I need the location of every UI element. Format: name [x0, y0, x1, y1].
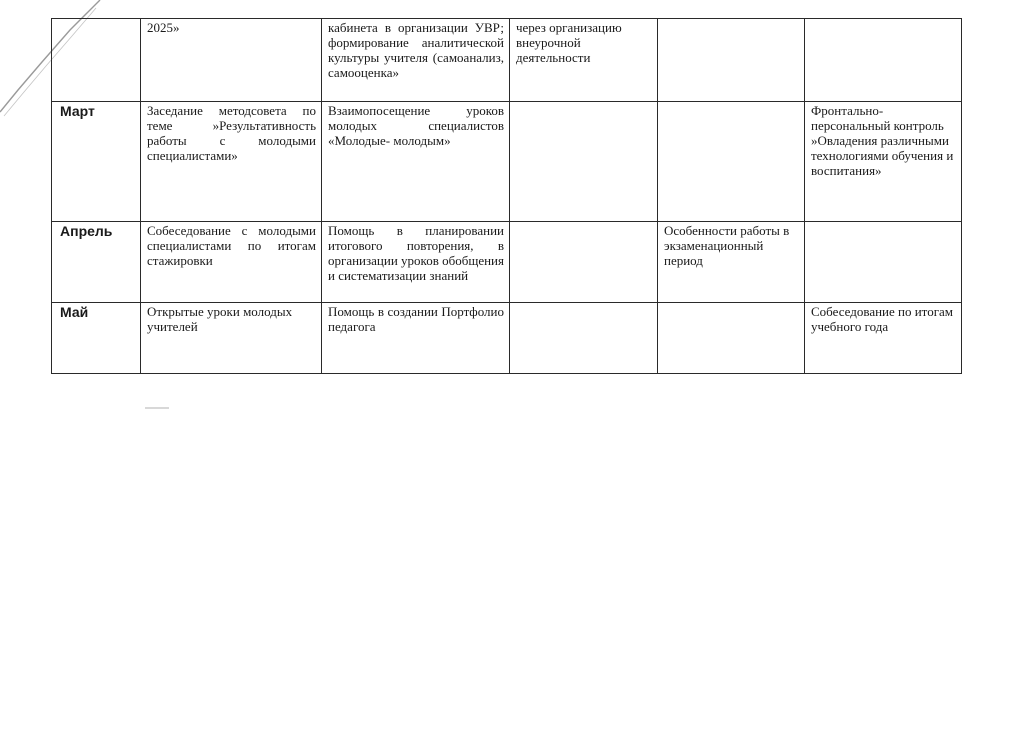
month-cell: Май: [52, 303, 141, 374]
consultation-cell: [658, 102, 805, 222]
mentoring-cell: кабинета в организации УВР; формирование аналитической культуры учителя (самоанализ, самооценка»: [322, 19, 510, 102]
mentoring-cell: Помощь в создании Портфолио педагога: [322, 303, 510, 374]
month-cell: [52, 19, 141, 102]
table-row: [52, 19, 962, 102]
table-row: [52, 102, 962, 222]
activity-cell: [510, 303, 658, 374]
month-cell: Март: [52, 102, 141, 222]
activity-cell: через организацию внеурочной деятельности: [510, 19, 658, 102]
activity-cell: [510, 222, 658, 303]
consultation-cell: [658, 19, 805, 102]
table-row: [52, 222, 962, 303]
scan-dust-mark: [145, 407, 169, 409]
control-cell: Фронтально-персональный контроль »Овладения различными технологиями обучения и воспитания»: [805, 102, 962, 222]
consultation-cell: Особенности работы в экзаменационный период: [658, 222, 805, 303]
table-row: [52, 303, 962, 374]
methodical-council-cell: 2025»: [141, 19, 322, 102]
activity-cell: [510, 102, 658, 222]
mentoring-cell: Взаимопосещение уроков молодых специалистов «Молодые- молодым»: [322, 102, 510, 222]
consultation-cell: [658, 303, 805, 374]
control-cell: [805, 19, 962, 102]
control-cell: Собеседование по итогам учебного года: [805, 303, 962, 374]
month-cell: Апрель: [52, 222, 141, 303]
methodical-council-cell: Собеседование с молодыми специалистами по итогам стажировки: [141, 222, 322, 303]
methodical-council-cell: Заседание методсовета по теме »Результативность работы с молодыми специалистами»: [141, 102, 322, 222]
control-cell: [805, 222, 962, 303]
work-plan-table: [51, 18, 962, 374]
methodical-council-cell: Открытые уроки молодых учителей: [141, 303, 322, 374]
mentoring-cell: Помощь в планировании итогового повторения, в организации уроков обобщения и систематизации знаний: [322, 222, 510, 303]
